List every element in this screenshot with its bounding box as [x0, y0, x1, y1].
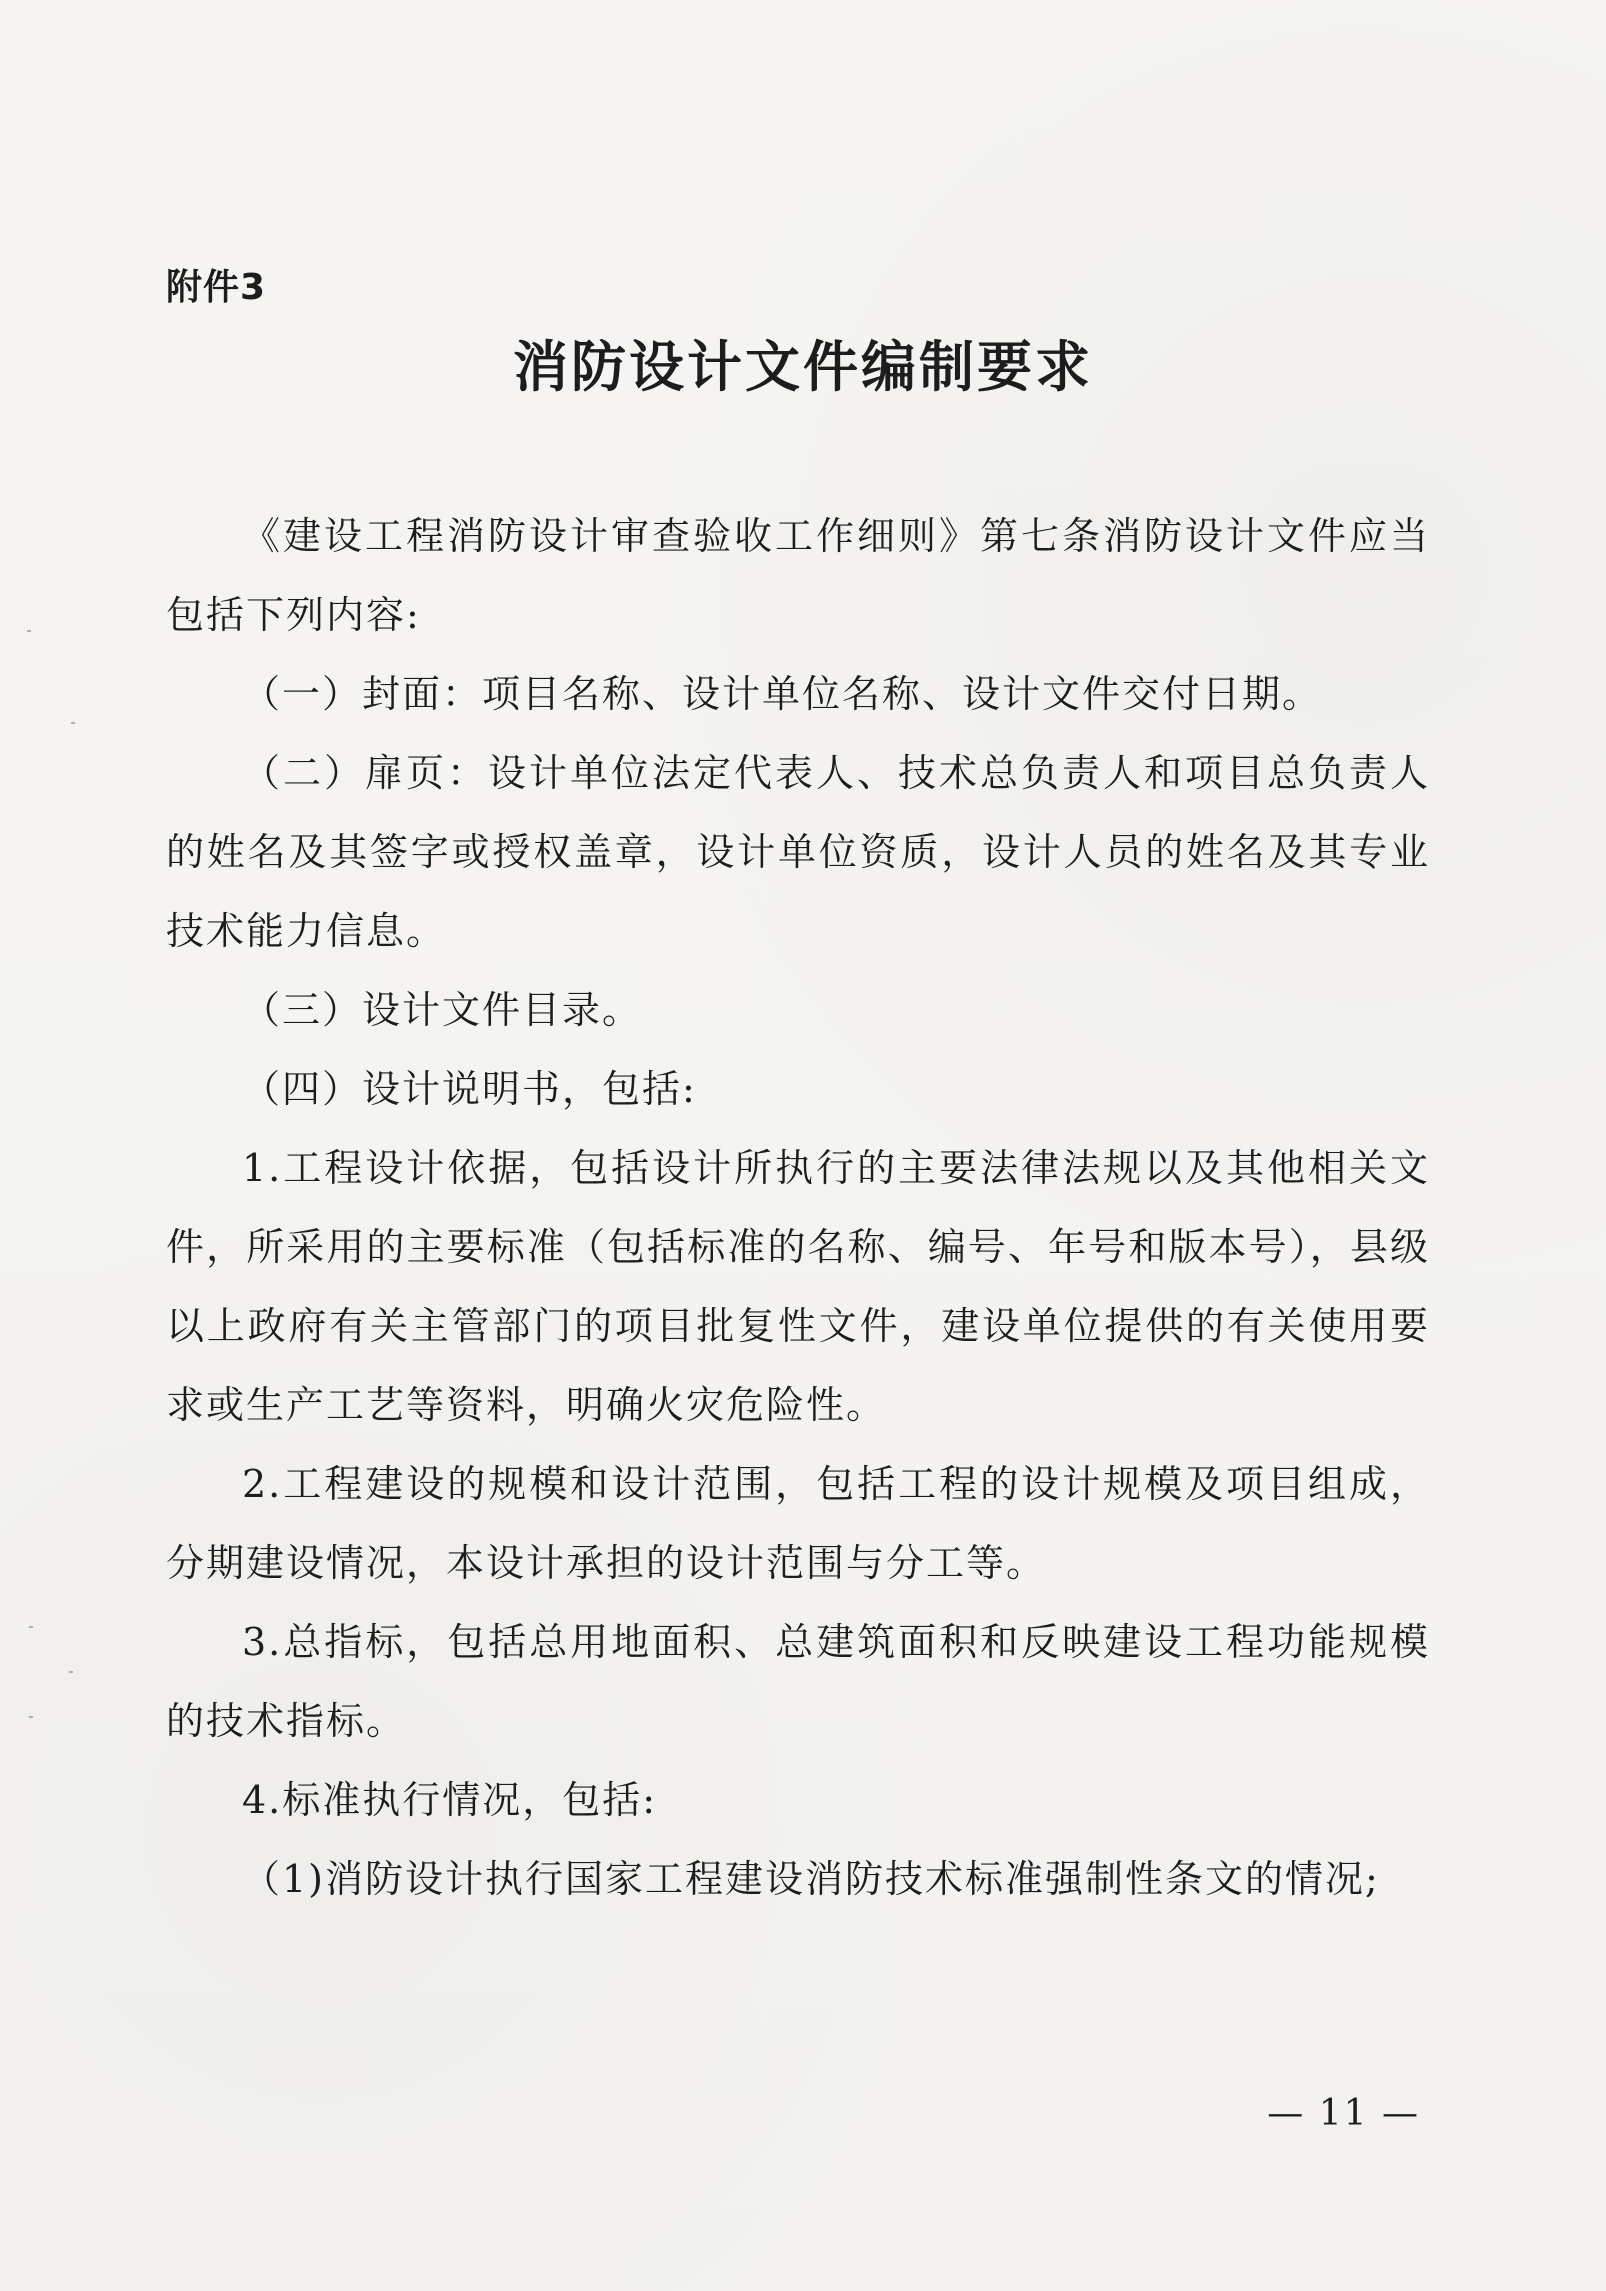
attachment-label: 附件3: [166, 267, 267, 308]
overall-indicators-paragraph: 3.总指标，包括总用地面积、总建筑面积和反映建设工程功能规模的技术指标。: [166, 1620, 1430, 1743]
document-body: [166, 497, 1430, 1919]
scan-speck: [71, 722, 75, 724]
design-scope-paragraph: 2.工程建设的规模和设计范围，包括工程的设计规模及项目组成，分期建设情况，本设计承担的设计范围与分工等。: [166, 1462, 1430, 1585]
title-page-item: （二）扉页：设计单位法定代表人、技术总负责人和项目总负责人的姓名及其签字或授权盖章，设计单位资质，设计人员的姓名及其专业技术能力信息。: [166, 751, 1430, 953]
design-basis-paragraph: 1.工程设计依据，包括设计所执行的主要法律法规以及其他相关文件，所采用的主要标准（包括标准的名称、编号、年号和版本号），县级以上政府有关主管部门的项目批复性文件，建设单位提供的有关使用要求或生产工艺等资料，明确火灾危险性。: [166, 1146, 1430, 1427]
scan-speck: [69, 1671, 73, 1673]
cover-item: （一）封面：项目名称、设计单位名称、设计文件交付日期。: [242, 672, 1323, 716]
page-title: 消防设计文件编制要求: [512, 335, 1093, 399]
mandatory-provisions-paragraph: （1)消防设计执行国家工程建设消防技术标准强制性条文的情况;: [242, 1857, 1380, 1901]
scan-speck: [29, 1716, 33, 1718]
scan-speck: [29, 1626, 33, 1628]
design-statement-item: （四）设计说明书，包括:: [242, 1067, 697, 1111]
intro-paragraph: 《建设工程消防设计审查验收工作细则》第七条消防设计文件应当包括下列内容:: [166, 514, 1430, 637]
scan-speck: [27, 630, 31, 632]
directory-item: （三）设计文件目录。: [242, 988, 643, 1032]
page-number: — 11 —: [1267, 2093, 1420, 2134]
standards-execution-paragraph: 4.标准执行情况，包括:: [242, 1778, 658, 1822]
